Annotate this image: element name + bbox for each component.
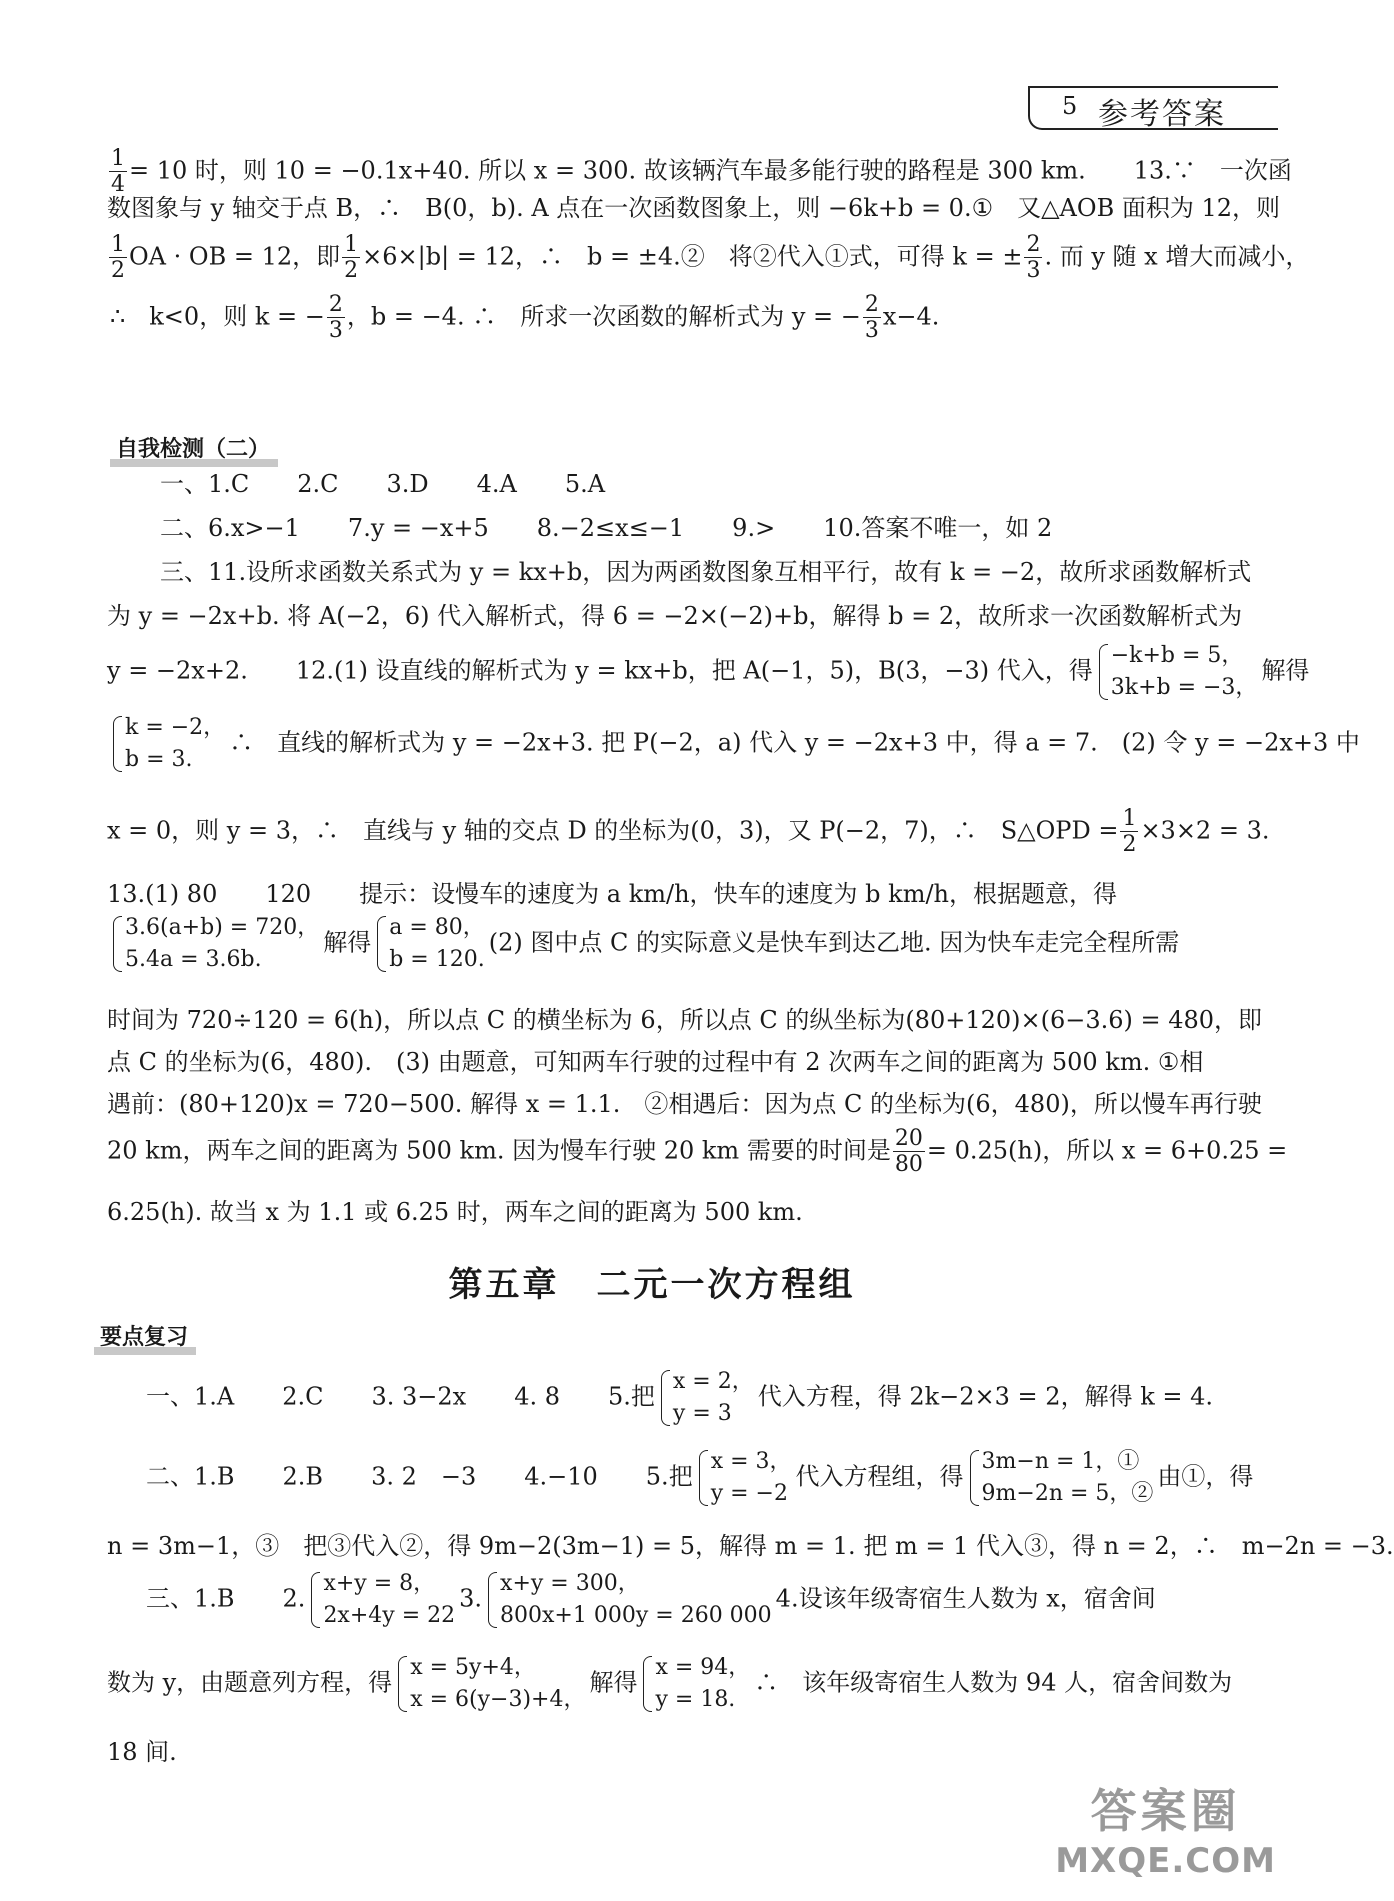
fraction: $\frac{2}{3}$ xyxy=(864,292,879,344)
answer-line: 二、1.B 2.B 3. 2 −3 4.−10 5.把 x = 3， y = −2 代入方程组，得 3m−n = 1，① 9m−2n = 5，② 由①，得 xyxy=(146,1446,1253,1510)
equation-system: x+y = 8， 2x+4y = 22 xyxy=(309,1568,455,1632)
answer-line: n = 3m−1，③ 把③代入②，得 9m−2(3m−1) = 5，解得 m = 1. 把 m = 1 代入③，得 n = 2，∴ m−2n = −3. xyxy=(107,1532,1394,1560)
answer-line: y = −2x+2. 12.(1) 设直线的解析式为 y = kx+b，把 A(−1，5)，B(3，−3) 代入，得 −k+b = 5， 3k+b = −3， 解得 xyxy=(107,640,1309,704)
equation-system: x = 3， y = −2 xyxy=(697,1446,792,1510)
answer-line: 为 y = −2x+b. 将 A(−2，6) 代入解析式，得 6 = −2×(−2)+b，解得 b = 2，故所求一次函数解析式为 xyxy=(107,602,1243,630)
answer-line: 3.6(a+b) = 720， 5.4a = 3.6b. 解得 a = 80， b = 120. (2) 图中点 C 的实际意义是快车到达乙地. 因为快车走完全程所需 xyxy=(107,912,1179,976)
text-line: ∴ k<0，则 k = − $\frac{2}{3}$ ，b = −4. ∴ 所求一次函数的解析式为 y = − $\frac{2}{3}$ x−4. xyxy=(110,292,940,344)
equation-system: x+y = 300， 800x+1 000y = 260 000 xyxy=(486,1568,772,1632)
equation-system: 3.6(a+b) = 720， 5.4a = 3.6b. xyxy=(111,912,319,976)
fraction: $\frac{2}{3}$ xyxy=(328,292,343,344)
fraction: $\frac{1}{2}$ xyxy=(344,232,359,284)
answer-line: k = −2， b = 3. ∴ 直线的解析式为 y = −2x+3. 把 P(−2，a) 代入 y = −2x+3 中，得 a = 7. (2) 令 y = −2x+3 中 xyxy=(107,712,1360,776)
site-watermark: 答案圈 MXQE.COM xyxy=(1055,1784,1276,1881)
fraction: $\frac{1}{4}$ xyxy=(111,146,125,198)
equation-system: k = −2， b = 3. xyxy=(111,712,225,776)
answer-line: 一、1.C 2.C 3.D 4.A 5.A xyxy=(160,470,606,498)
equation-system: x = 94， y = 18. xyxy=(641,1652,750,1716)
section-heading-review: 要点复习 xyxy=(100,1320,188,1351)
page-section-title: 参考答案 xyxy=(1098,97,1226,132)
answer-line: 20 km，两车之间的距离为 500 km. 因为慢车行驶 20 km 需要的时间是 $\frac{20}{80}$ = 0.25(h)，所以 x = 6+0.25 = xyxy=(107,1126,1288,1178)
answer-line: 数为 y，由题意列方程，得 x = 5y+4， x = 6(y−3)+4， 解得 x = 94， y = 18. ∴ 该年级寄宿生人数为 94 人，宿舍间数为 xyxy=(107,1652,1232,1716)
answer-line: 遇前：(80+120)x = 720−500. 解得 x = 1.1. ②相遇后：因为点 C 的坐标为(6，480)，所以慢车再行驶 xyxy=(107,1090,1262,1118)
text-line: $\frac{1}{4}$ = 10 时，则 10 = −0.1x+40. 所以 x = 300. 故该辆汽车最多能行驶的路程是 300 km. 13.∵ 一次函 xyxy=(111,146,1292,198)
page-header xyxy=(1028,86,1278,130)
answer-line: 三、1.B 2. x+y = 8， 2x+4y = 22 3. x+y = 300， 800x+1 000y = 260 000 4.设该年级寄宿生人数为 x，宿舍间 xyxy=(146,1568,1156,1632)
answer-line: x = 0，则 y = 3，∴ 直线与 y 轴的交点 D 的坐标为(0，3)，又 P(−2，7)，∴ S△OPD = $\frac{1}{2}$ ×3×2 = 3. xyxy=(107,806,1270,858)
fraction: $\frac{1}{2}$ xyxy=(1122,806,1137,858)
answer-line: 18 间. xyxy=(107,1738,177,1766)
answer-line: 一、1.A 2.C 3. 3−2x 4. 8 5.把 x = 2， y = 3 代入方程，得 2k−2×3 = 2，解得 k = 4. xyxy=(146,1366,1213,1430)
equation-system: x = 5y+4， x = 6(y−3)+4， xyxy=(396,1652,585,1716)
equation-system: −k+b = 5， 3k+b = −3， xyxy=(1097,640,1258,704)
equation-system: x = 2， y = 3 xyxy=(659,1366,754,1430)
answer-line: 三、11.设所求函数关系式为 y = kx+b，因为两函数图象互相平行，故有 k = −2，故所求函数解析式 xyxy=(160,558,1252,586)
fraction: $\frac{2}{3}$ xyxy=(1026,232,1041,284)
fraction: $\frac{20}{80}$ xyxy=(894,1126,923,1178)
answer-line: 点 C 的坐标为(6，480). (3) 由题意，可知两车行驶的过程中有 2 次两车之间的距离为 500 km. ①相 xyxy=(107,1048,1204,1076)
text-line: $\frac{1}{2}$ OA · OB = 12，即 $\frac{1}{2}$ ×6×|b| = 12，∴ b = ±4.② 将②代入①式，可得 k = ± $\frac{2}{3}$ . 而 y 随 x 增大而减小， xyxy=(111,232,1310,284)
answer-line: 13.(1) 80 120 提示：设慢车的速度为 a km/h，快车的速度为 b km/h，根据题意，得 xyxy=(107,880,1118,908)
text-line: 数图象与 y 轴交于点 B，∴ B(0，b). A 点在一次函数图象上，则 −6k+b = 0.① 又△AOB 面积为 12，则 xyxy=(107,194,1280,222)
answer-line: 二、6.x>−1 7.y = −x+5 8.−2≤x≤−1 9.> 10.答案不唯一，如 2 xyxy=(160,514,1053,542)
answer-line: 6.25(h). 故当 x 为 1.1 或 6.25 时，两车之间的距离为 500 km. xyxy=(107,1198,803,1226)
chapter-title: 第五章 二元一次方程组 xyxy=(448,1265,856,1305)
page-number: 5 xyxy=(1062,92,1078,120)
equation-system: 3m−n = 1，① 9m−2n = 5，② xyxy=(968,1446,1154,1510)
section-heading-self-test: 自我检测（二） xyxy=(116,432,270,463)
answer-line: 时间为 720÷120 = 6(h)，所以点 C 的横坐标为 6，所以点 C 的纵坐标为(80+120)×(6−3.6) = 480，即 xyxy=(107,1006,1263,1034)
equation-system: a = 80， b = 120. xyxy=(375,912,485,976)
fraction: $\frac{1}{2}$ xyxy=(111,232,125,284)
